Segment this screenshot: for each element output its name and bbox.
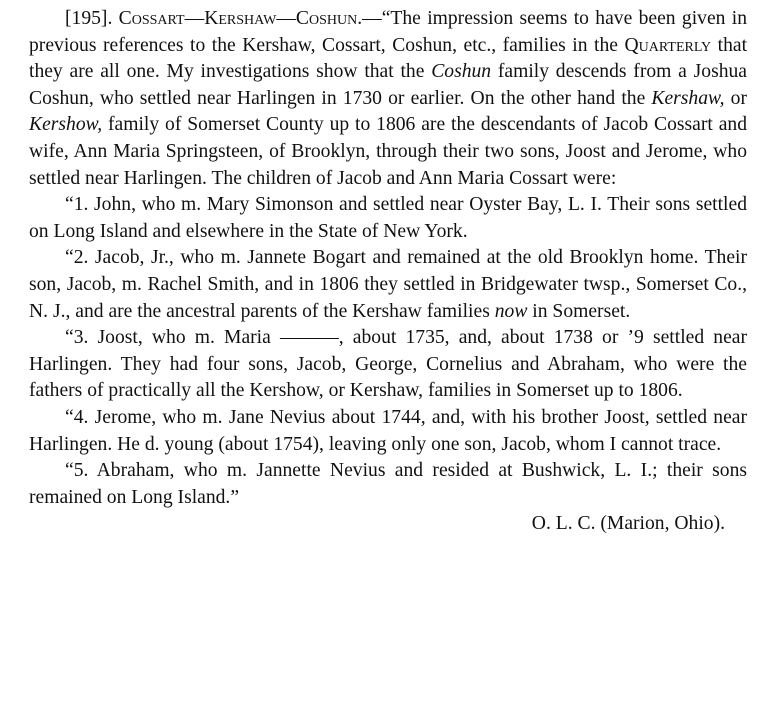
entry-number: [195]. — [65, 8, 113, 29]
intro-text-c: family descends from a Joshua Coshun, who settled near Harlingen in 1730 or earlier. On the other hand the — [29, 61, 747, 109]
entry-heading-coshun: Coshun — [295, 8, 358, 29]
child-paragraph-1: “1. John, who m. Mary Simonson and settled near Oyster Bay, L. I. Their sons settled on Long Island and elsewhere in the State of New York. — [29, 194, 747, 242]
intro-text-e: family of Somerset County up to 1806 are the descendants of Jacob Cossart and wife, Ann Maria Springsteen, of Brooklyn, through their two sons, Joost and Jerome, who settled near Harlingen. The children of Jacob and Ann Maria Cossart were: — [29, 114, 747, 189]
intro-text-b: that they are all one. My investigations show that the — [29, 34, 748, 83]
entry-heading-dash-1: — — [184, 8, 205, 29]
kershow-italic: Kershow, — [29, 114, 103, 136]
child-2-text-b: in Somerset. — [527, 300, 631, 322]
intro-text-d: or — [724, 87, 747, 109]
entry-heading-dash-2: — — [276, 8, 296, 29]
entry-heading-end: .— — [357, 8, 382, 29]
now-italic: now — [494, 300, 528, 322]
entry-heading-kershaw: Kershaw — [204, 8, 277, 29]
child-paragraph-5: “5. Abraham, who m. Jannette Nevius and resided at Bushwick, L. I.; their sons remained on Long Island.” — [29, 460, 747, 508]
document-page — [29, 6, 747, 538]
coshun-italic: Coshun — [431, 61, 492, 83]
entry-intro-paragraph — [29, 6, 747, 192]
entry-heading-cossart: Cossart — [118, 8, 185, 29]
signature: O. L. C. (Marion, Ohio). — [531, 513, 725, 535]
child-paragraph-3: “3. Joost, who m. Maria ———, about 1735, and, about 1738 or ’9 settled near Harlingen. They had four sons, Jacob, George, Cornelius and Abraham, who were the fathers of practically all the Kershow, or Kershaw, families in Somerset up to 1806. — [29, 327, 747, 402]
quarterly-small-caps: Quarterly — [624, 34, 712, 56]
kershaw-italic: Kershaw, — [651, 87, 725, 109]
child-paragraph-4: “4. Jerome, who m. Jane Nevius about 1744, and, with his brother Joost, settled near Harlingen. He d. young (about 1754), leaving only one son, Jacob, whom I cannot trace. — [29, 406, 747, 455]
child-2-text-a: “2. Jacob, Jr., who m. Jannete Bogart and remained at the old Brooklyn home. Their son, Jacob, m. Rachel Smith, and in 1806 they settled in Bridgewater twsp., Somerset Co., N. J., and are the ancestral parents of the Kershaw families — [29, 247, 747, 322]
intro-text-a: “The impression seems to have been given in previous references to the Kershaw, Cossart, Coshun, etc., families in the — [29, 8, 747, 56]
child-paragraph-2 — [29, 245, 747, 325]
